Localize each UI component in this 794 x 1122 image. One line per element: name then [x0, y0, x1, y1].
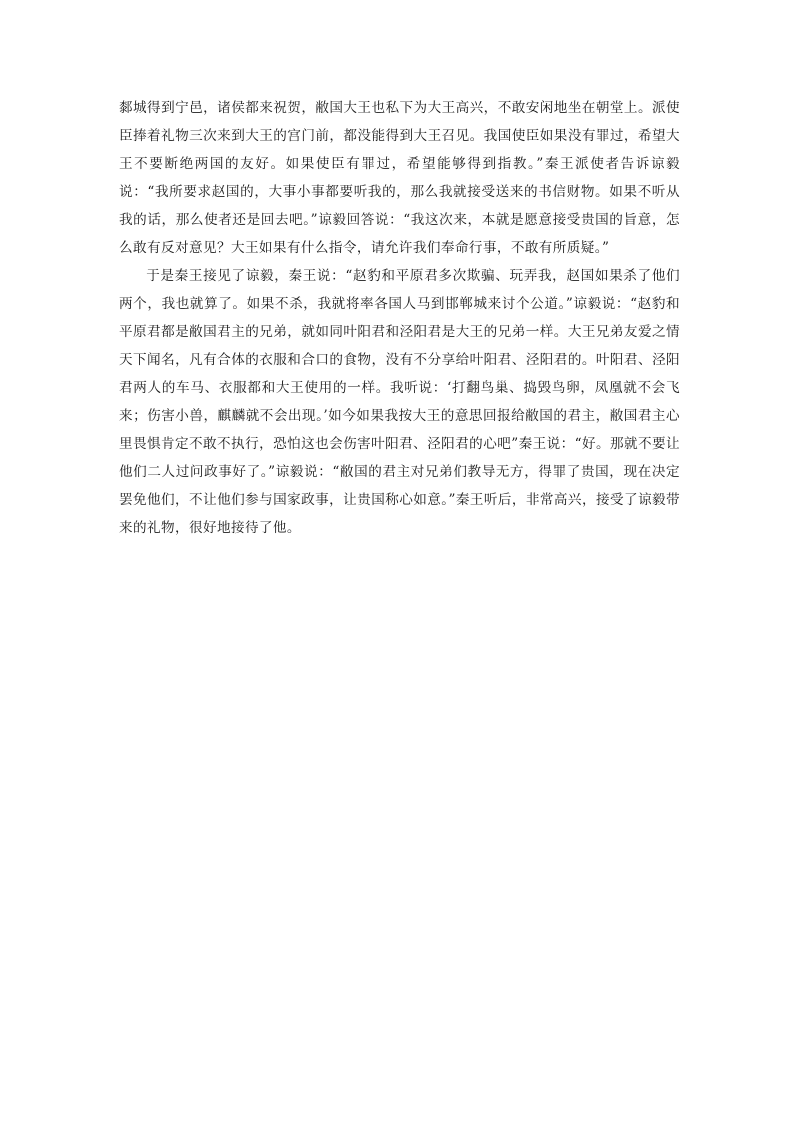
document-body: [119, 94, 680, 542]
paragraph-2: 于是秦王接见了谅毅，秦王说：“赵豹和平原君多次欺骗、玩弄我，赵国如果杀了他们两个，我也就算了。如果不杀，我就将率各国人马到邯郸城来讨个公道。”谅毅说：“赵豹和平原君都是敝国君主的兄弟，就如同叶阳君和泾阳君是大王的兄弟一样。大王兄弟友爱之情天下闻名，凡有合体的衣服和合口的食物，没有不分享给叶阳君、泾阳君的。叶阳君、泾阳君两人的车马、衣服都和大王使用的一样。我听说：‘打翻鸟巢、捣毁鸟卵，凤凰就不会飞来；伤害小兽，麒麟就不会出现。’如今如果我按大王的意思回报给敝国的君主，敝国君主心里畏惧肯定不敢不执行，恐怕这也会伤害叶阳君、泾阳君的心吧”秦王说：“好。那就不要让他们二人过问政事好了。”谅毅说：“敝国的君主对兄弟们教导无方，得罪了贵国，现在决定罢免他们，不让他们参与国家政事，让贵国称心如意。”秦王听后，非常高兴，接受了谅毅带来的礼物，很好地接待了他。: [119, 268, 680, 536]
paragraph-1: 䣛城得到宁邑，诸侯都来祝贺，敝国大王也私下为大王高兴，不敢安闲地坐在朝堂上。派使臣捧着礼物三次来到大王的宫门前，都没能得到大王召见。我国使臣如果没有罪过，希望大王不要断绝两国的友好。如果使臣有罪过，希望能够得到指教。”秦王派使者告诉谅毅说：“我所要求赵国的，大事小事都要听我的，那么我就接受送来的书信财物。如果不听从我的话，那么使者还是回去吧。”谅毅回答说：“我这次来，本就是愿意接受贵国的旨意，怎么敢有反对意见？大王如果有什么指令，请允许我们奉命行事，不敢有所质疑。”: [119, 100, 680, 256]
